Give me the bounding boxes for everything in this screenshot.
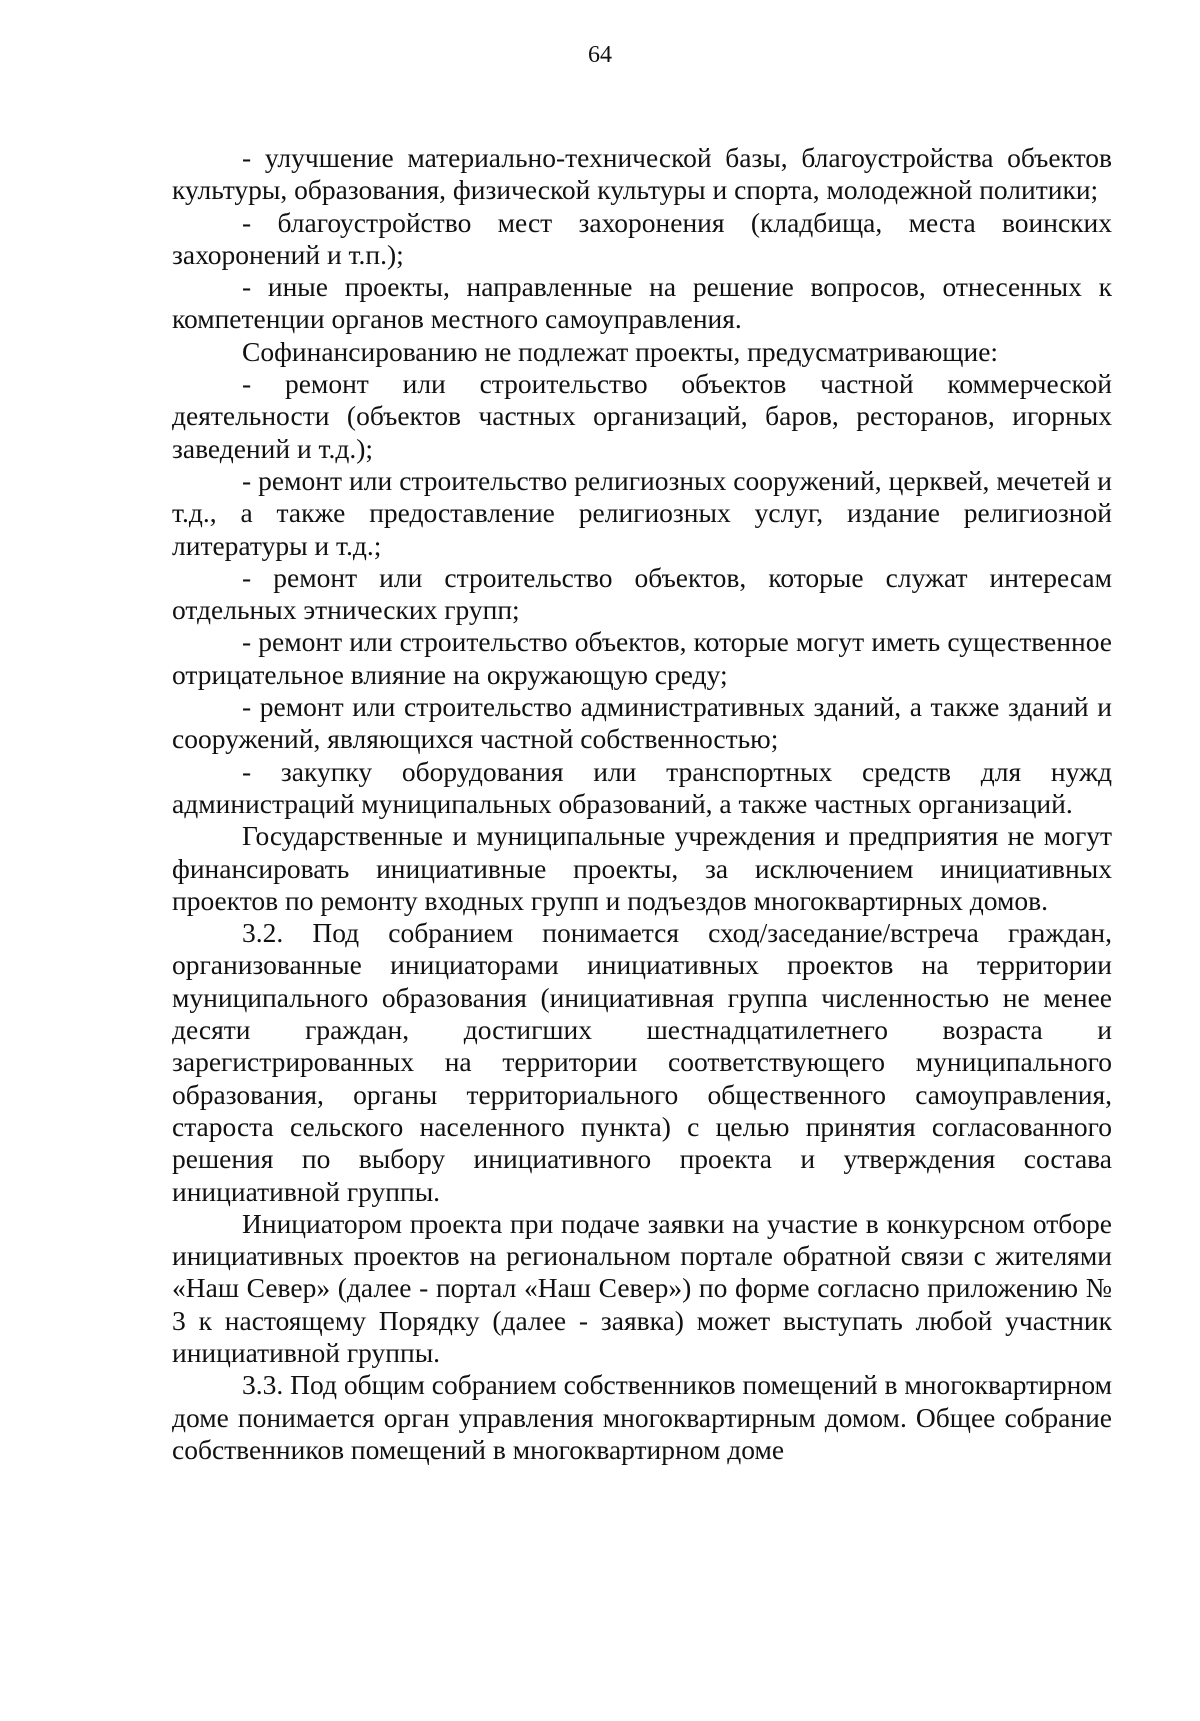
paragraph-private-commercial: - ремонт или строительство объектов частной коммерческой деятельности (объектов частных организаций, баров, ресторанов, игорных заведений и т.д.); (172, 368, 1112, 464)
paragraph-other-projects: - иные проекты, направленные на решение вопросов, отнесенных к компетенции органов местного самоуправления. (172, 271, 1112, 335)
paragraph-religious: - ремонт или строительство религиозных сооружений, церквей, мечетей и т.д., а также предоставление религиозных услуг, издание религиозной литературы и т.д.; (172, 464, 1112, 561)
paragraph-equipment-purchase: - закупку оборудования или транспортных средств для нужд администраций муниципальных образований, а также частных организаций. (172, 755, 1112, 819)
paragraph-environment: - ремонт или строительство объектов, которые могут иметь существенное отрицательное влияние на окружающую среду; (172, 626, 1112, 690)
paragraph-project-initiator: Инициатором проекта при подаче заявки на участие в конкурсном отборе инициативных проектов на региональном портале обратной связи с жителями «Наш Север» (далее - портал «Наш Север») по форме согласно приложению № 3 к настоящему Порядку (далее - заявка) может выступать любой участник инициативной группы. (172, 1207, 1112, 1368)
document-body (172, 142, 1112, 1466)
paragraph-section-3-3: 3.3. Под общим собранием собственников помещений в многоквартирном доме понимается орган управления многоквартирным домом. Общее собрание собственников помещений в многоквартирном доме (172, 1369, 1112, 1465)
paragraph-improvement-facilities: - улучшение материально-технической базы, благоустройства объектов культуры, образования, физической культуры и спорта, молодежной политики; (172, 142, 1112, 206)
page-number: 64 (588, 42, 612, 68)
paragraph-administrative-buildings: - ремонт или строительство административных зданий, а также зданий и сооружений, являющихся частной собственностью; (172, 691, 1112, 755)
paragraph-not-cofinanced-intro: Софинансированию не подлежат проекты, предусматривающие: (242, 335, 999, 367)
paragraph-burial-places: - благоустройство мест захоронения (кладбища, места воинских захоронений и т.п.); (172, 206, 1112, 270)
paragraph-ethnic-groups: - ремонт или строительство объектов, которые служат интересам отдельных этнических групп; (172, 561, 1112, 626)
paragraph-state-institutions: Государственные и муниципальные учреждения и предприятия не могут финансировать инициативные проекты, за исключением инициативных проектов по ремонту входных групп и подъездов многоквартирных домов. (172, 820, 1112, 916)
paragraph-section-3-2: 3.2. Под собранием понимается сход/заседание/встреча граждан, организованные инициаторами инициативных проектов на территории муниципального образования (инициативная группа численностью не менее десяти граждан, достигших шестнадцатилетнего возраста и зарегистрированных на территории соответствующего муниципального образования, органы территориального общественного самоуправления, староста сельского населенного пункта) с целью принятия согласованного решения по выбору инициативного проекта и утверждения состава инициативной группы. (172, 917, 1112, 1207)
